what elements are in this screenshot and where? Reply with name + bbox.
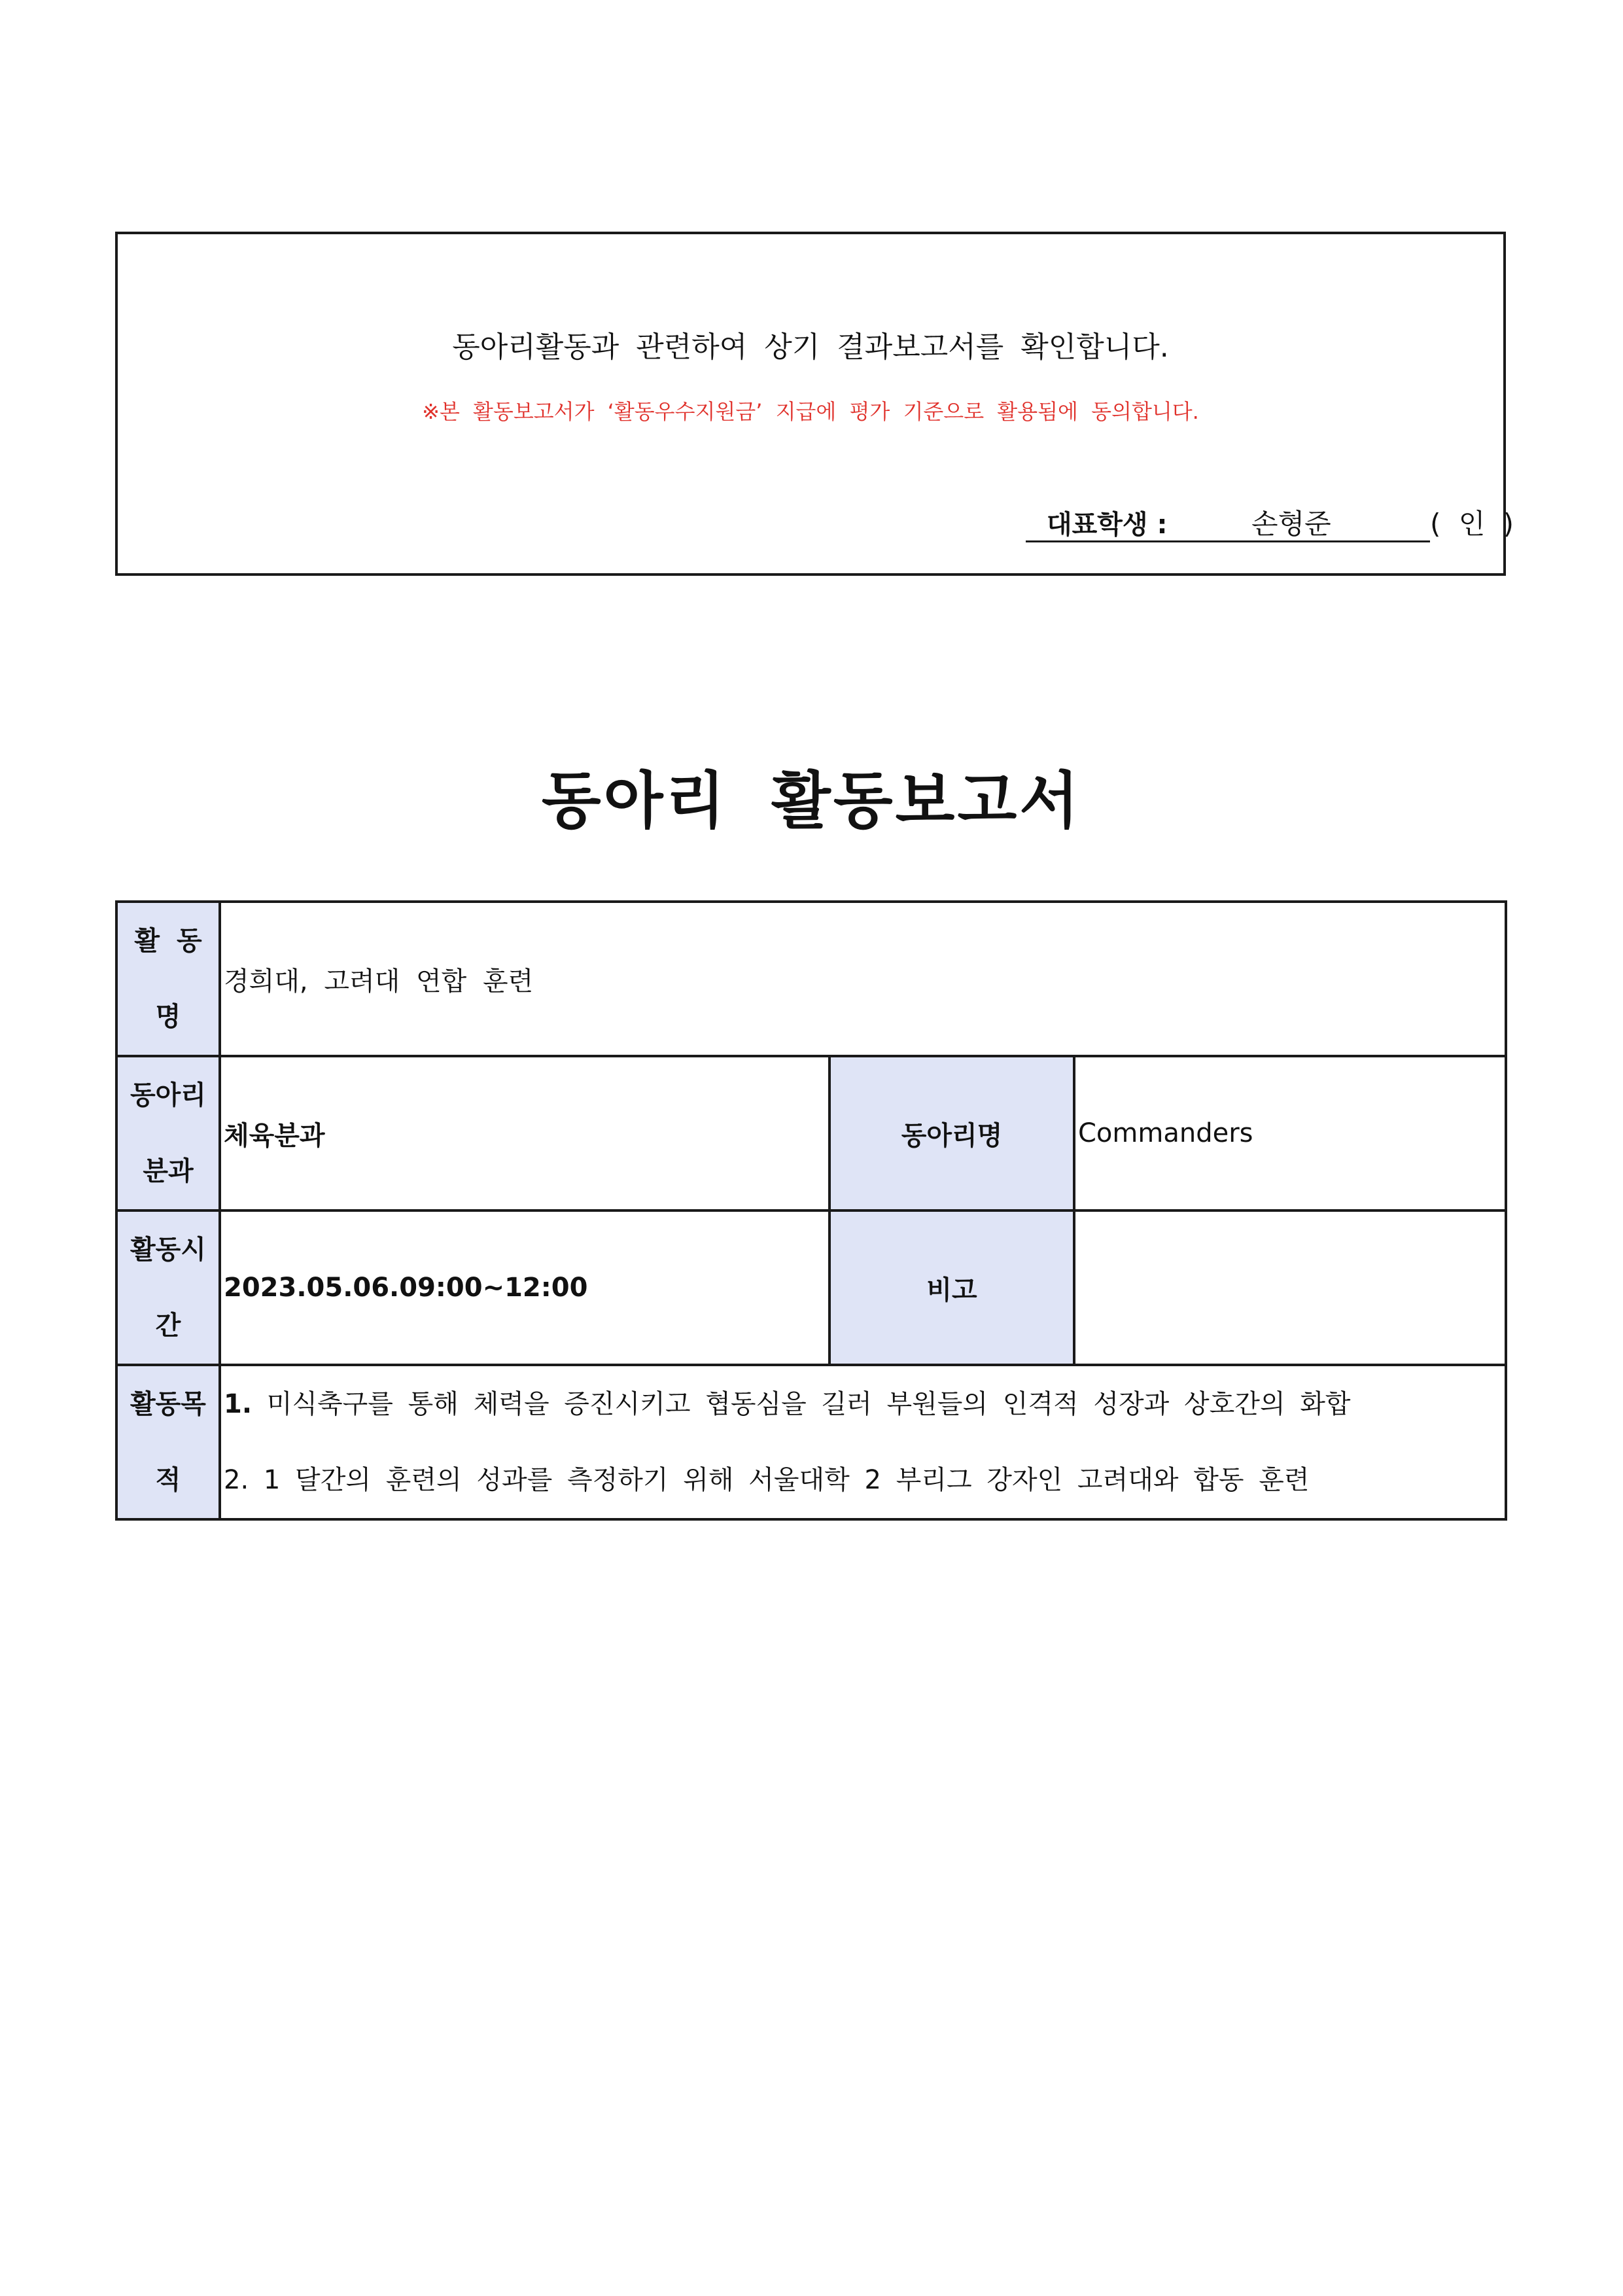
time-label: 활동시 간 (116, 1210, 220, 1365)
club-name-label: 동아리명 (829, 1056, 1074, 1210)
row-activity-name (116, 902, 1506, 1056)
purpose-label: 활동목 적 (116, 1365, 220, 1519)
activity-name-value: 경희대, 고려대 연합 훈련 (220, 902, 1506, 1056)
row-purpose (116, 1365, 1506, 1519)
division-value: 체육분과 (220, 1056, 829, 1210)
signature-name: 손형준 (1251, 508, 1331, 540)
time-value: 2023.05.06.09:00~12:00 (220, 1210, 829, 1365)
document-title: 동아리 활동보고서 (541, 766, 1082, 837)
consent-notice: ※본 활동보고서가 ‘활동우수지원금’ 지급에 평가 기준으로 활용됨에 동의합니다. (422, 399, 1199, 424)
signature-block (1026, 500, 1514, 540)
row-division (116, 1056, 1506, 1210)
remarks-label: 비고 (829, 1210, 1074, 1365)
signature-underline (1026, 540, 1430, 542)
seal-mark: ( 인 ) (1430, 508, 1514, 540)
club-name-value: Commanders (1074, 1056, 1506, 1210)
confirmation-box (115, 232, 1514, 576)
purpose-value (220, 1365, 1506, 1519)
activity-name-label: 활 동 명 (116, 902, 220, 1056)
confirmation-statement: 동아리활동과 관련하여 상기 결과보고서를 확인합니다. (452, 330, 1169, 364)
report-table (115, 900, 1507, 1521)
purpose-item: 1. 미식축구를 통해 체력을 증진시키고 협동심을 길러 부원들의 인격적 성장과 상호간의 화합 (224, 1389, 1351, 1419)
remarks-value (1074, 1210, 1506, 1365)
signature-label: 대표학생 : (1047, 510, 1168, 540)
purpose-item: 2. 1 달간의 훈련의 성과를 측정하기 위해 서울대학 2 부리그 강자인 고려대와 합동 훈련 (224, 1465, 1310, 1495)
division-label: 동아리 분과 (116, 1056, 220, 1210)
row-time (116, 1210, 1506, 1365)
